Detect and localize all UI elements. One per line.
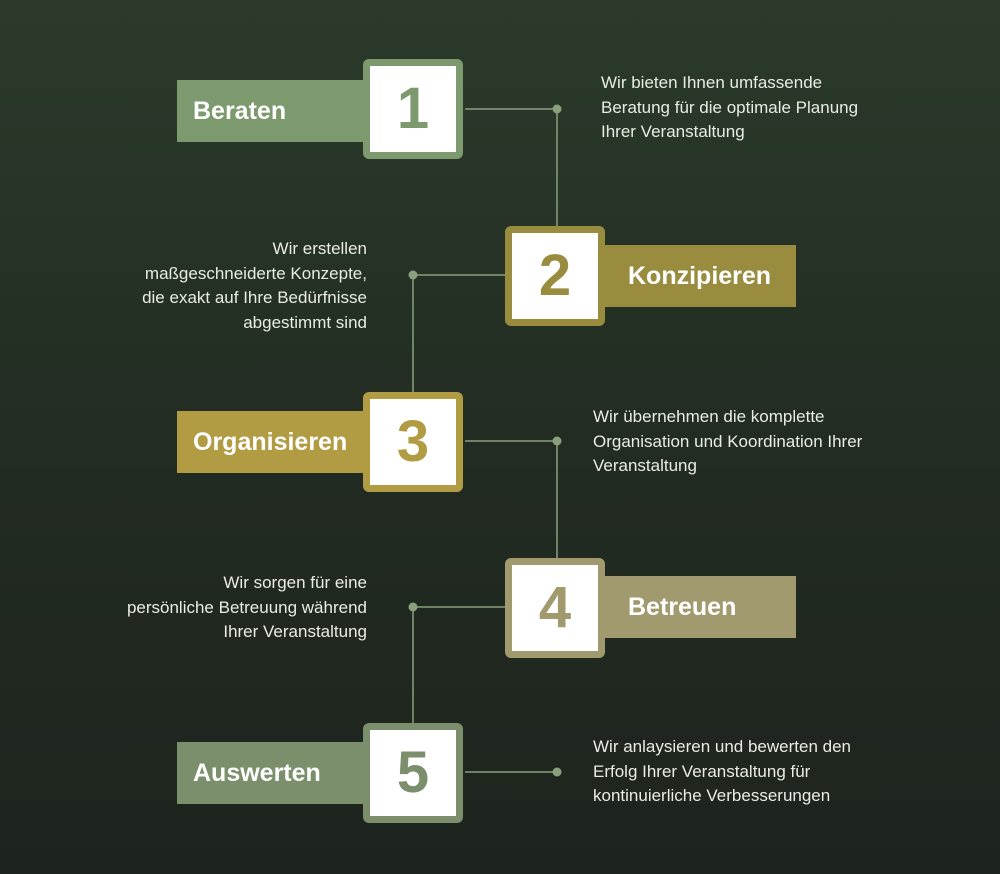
connector-dot-2 — [409, 271, 418, 280]
step-5-label: Auswerten — [177, 742, 390, 804]
step-2-number-box — [505, 226, 605, 326]
step-4-label: Betreuen — [508, 576, 796, 638]
step-5-number-box — [363, 723, 463, 823]
step-2-number: 2 — [538, 243, 572, 308]
connector-dot-3 — [553, 437, 562, 446]
step-1-number: 1 — [396, 76, 430, 141]
step-3-description: Wir übernehmen die komplette Organisation und Koordination Ihrer Veranstaltung — [593, 407, 863, 475]
connector-dot-5 — [553, 768, 562, 777]
step-1-number-box — [363, 59, 463, 159]
step-4-description: Wir sorgen für eine persönliche Betreuung während Ihrer Veranstaltung — [126, 573, 367, 641]
step-5-description: Wir anlaysieren und bewerten den Erfolg Ihrer Veranstaltung für kontinuierliche Verbesserungen — [593, 737, 851, 805]
step-4-number-box — [505, 558, 605, 658]
step-4-number: 4 — [538, 575, 572, 640]
step-5-number: 5 — [396, 740, 430, 805]
step-3-number: 3 — [396, 409, 430, 474]
step-1-description: Wir bieten Ihnen umfassende Beratung für die optimale Planung Ihrer Veranstaltung — [601, 73, 859, 141]
step-2-description: Wir erstellen maßgeschneiderte Konzepte, die exakt auf Ihre Bedürfnisse abgestimmt sind — [142, 239, 367, 332]
connector-dot-4 — [409, 603, 418, 612]
connector-dot-1 — [553, 105, 562, 114]
step-2-label: Konzipieren — [508, 245, 796, 307]
step-3-label: Organisieren — [177, 411, 390, 473]
step-3-number-box — [363, 392, 463, 492]
step-1-label: Beraten — [177, 80, 390, 142]
